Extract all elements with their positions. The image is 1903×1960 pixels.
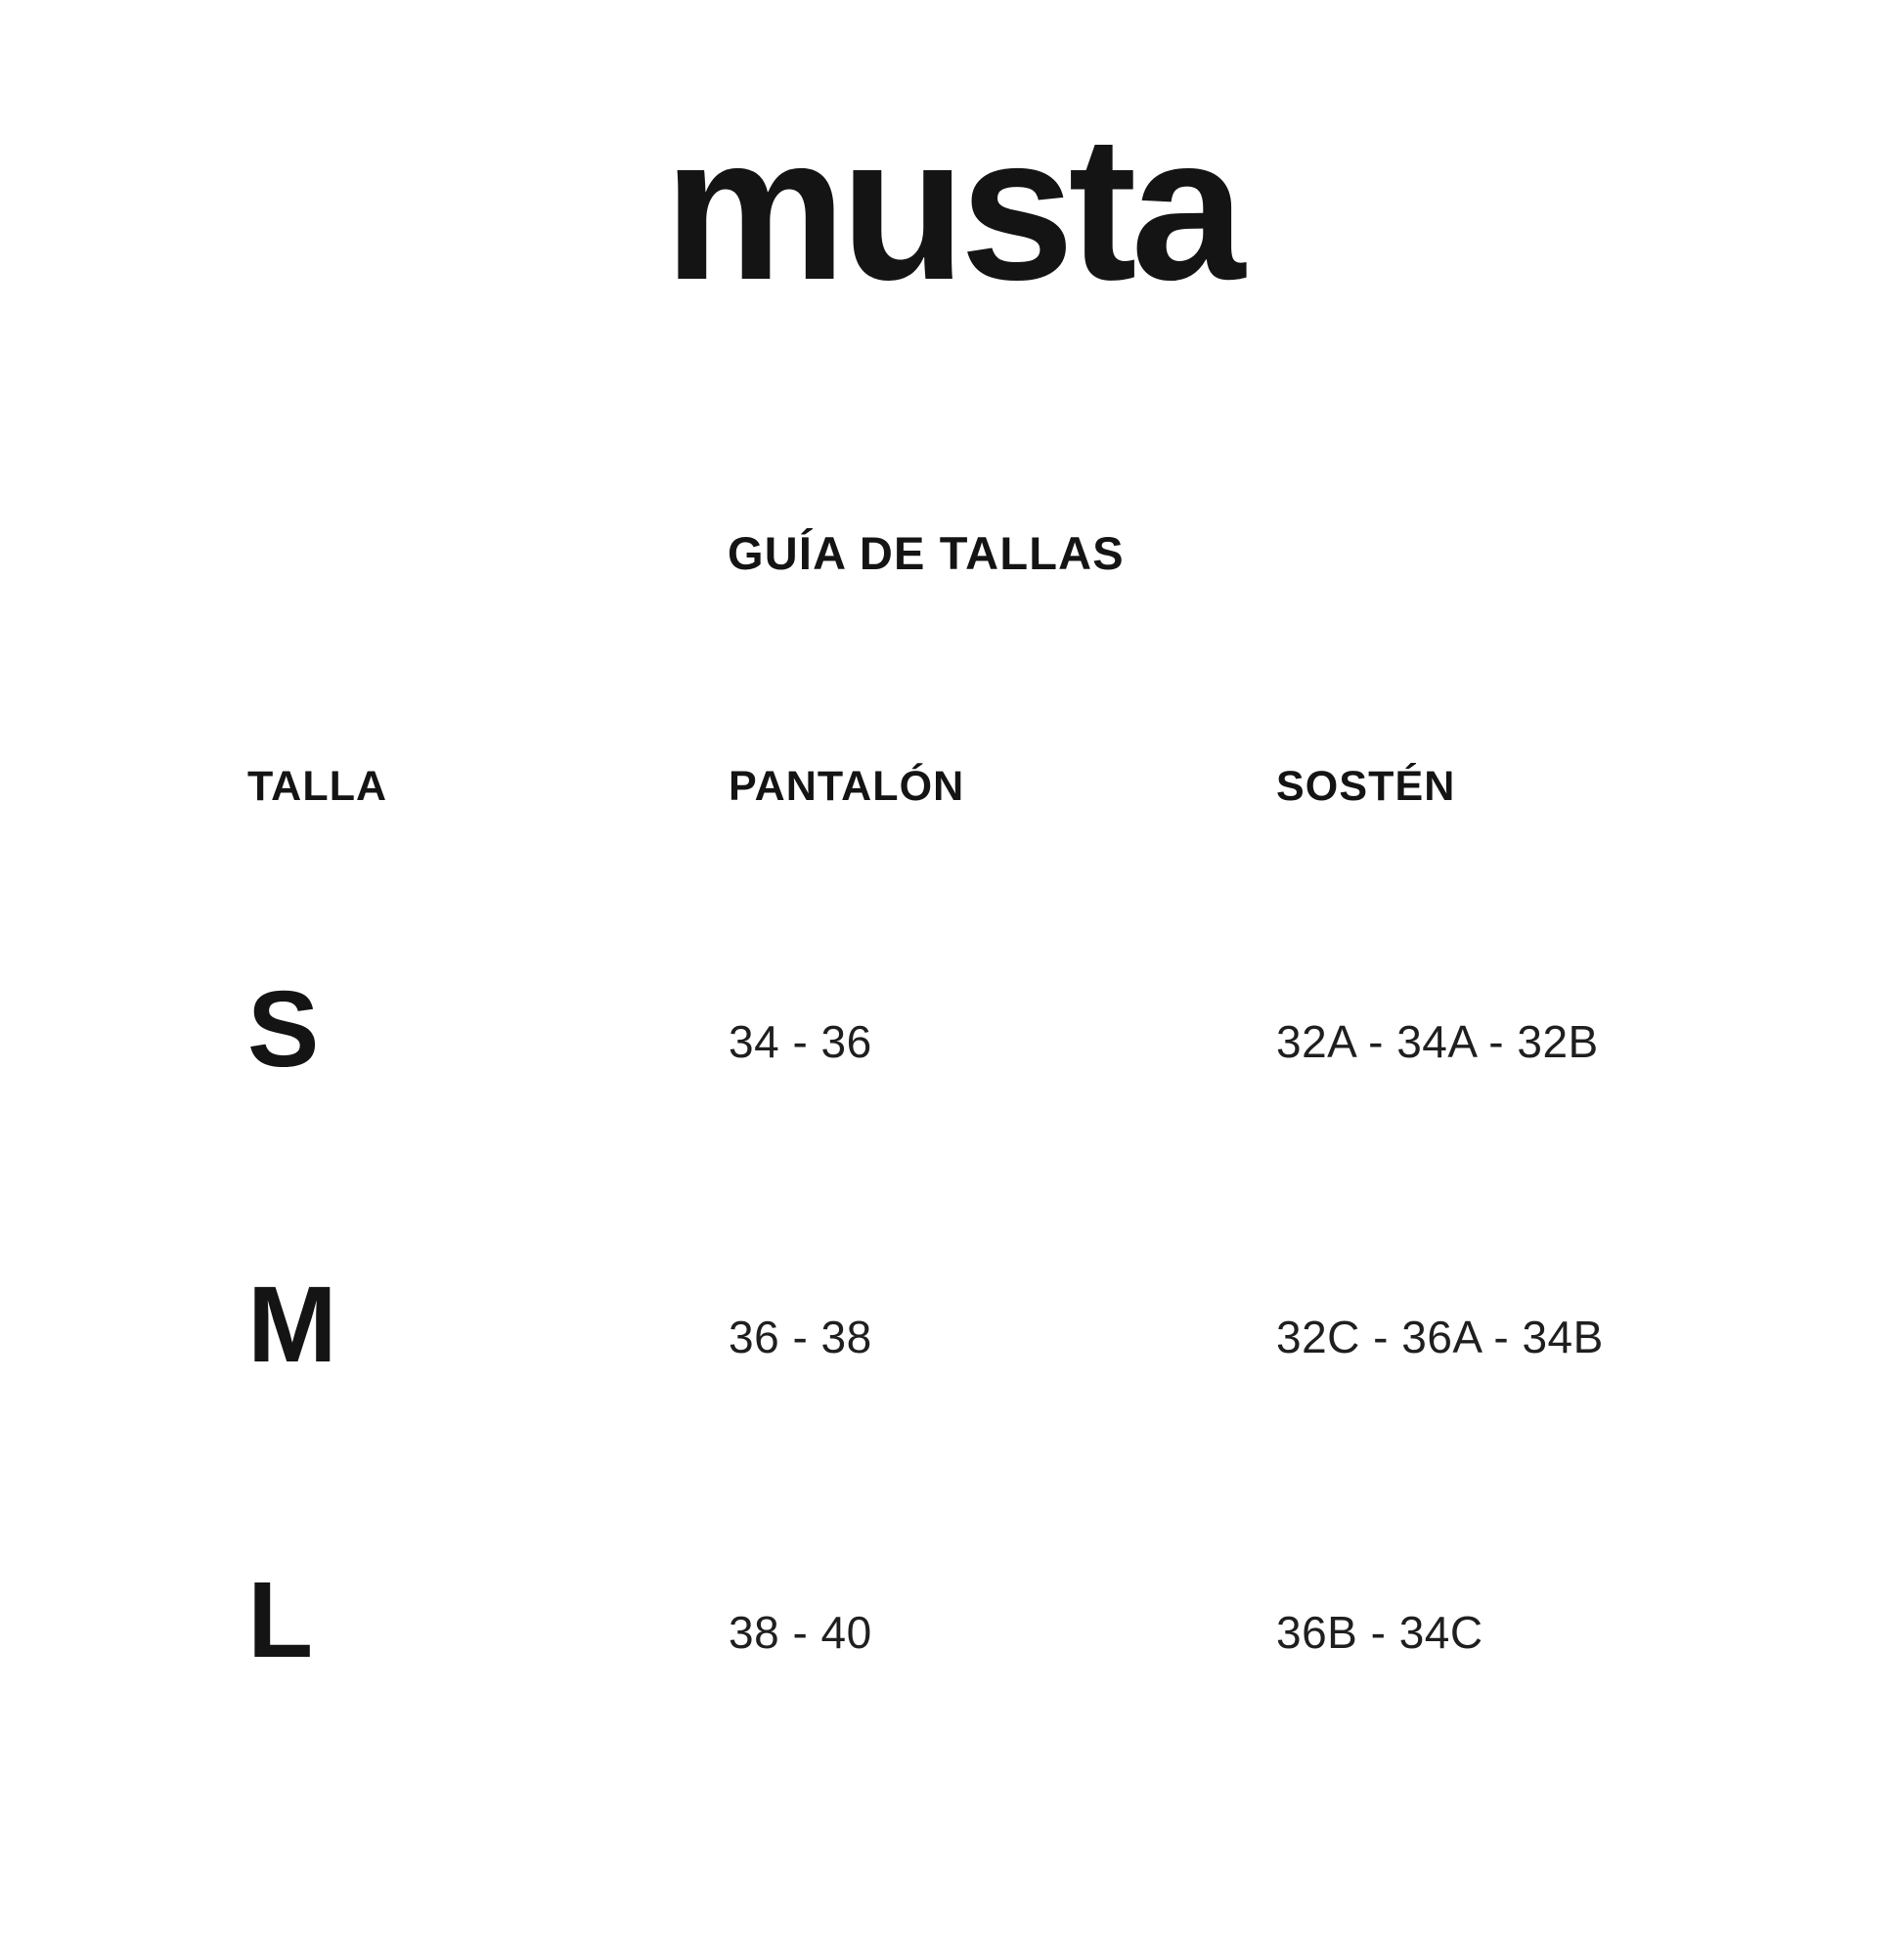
cell-talla: L — [247, 1560, 314, 1680]
cell-pantalon: 36 - 38 — [729, 1312, 872, 1362]
page-title: GUÍA DE TALLAS — [728, 527, 1125, 579]
cell-sosten: 36B - 34C — [1276, 1607, 1483, 1658]
cell-talla: M — [247, 1265, 337, 1385]
cell-pantalon: 34 - 36 — [729, 1016, 872, 1067]
cell-talla: S — [247, 969, 320, 1090]
cell-sosten: 32A - 34A - 32B — [1276, 1016, 1599, 1067]
cell-pantalon: 38 - 40 — [729, 1607, 872, 1658]
column-header-talla: TALLA — [247, 763, 388, 810]
cell-sosten: 32C - 36A - 34B — [1276, 1312, 1604, 1362]
brand-logo: musta — [663, 93, 1240, 323]
column-header-sosten: SOSTÉN — [1276, 763, 1456, 810]
column-header-pantalon: PANTALÓN — [729, 763, 965, 810]
